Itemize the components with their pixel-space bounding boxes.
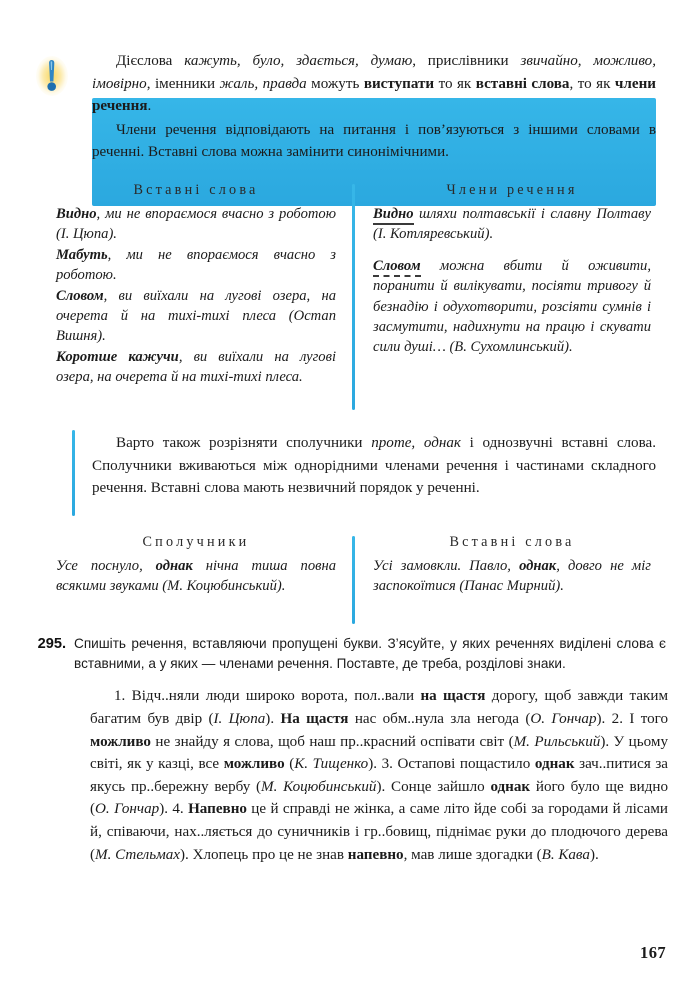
s3-f: ). [159,801,173,818]
s2-c: не знайду я слова, щоб наш пр..красний оспівати світ ( [150,733,514,750]
table2-right-pre: Усі замовкли. Павло, [373,558,520,574]
intro-rule-text [92,50,656,164]
comparison-table-1 [56,182,656,412]
s2-source-2: К. Тищенко [294,756,369,773]
comparison-table-1-left-column [56,182,352,412]
s1-a: 1. Відч..няли люди широко ворота, пол..вали [114,688,421,705]
s3-bold-1: однак [534,756,575,773]
intro-p1-seg7: . [147,98,152,115]
table1-left-ex1-rest: , ми не впораємося вчасно з роботою (І. Цюпа). [56,206,336,243]
table2-right-example [373,556,651,597]
comparison-table-2-left-column [56,534,352,626]
table2-left-pre: Усе поснуло, [56,558,156,574]
s1-f: ). [596,711,612,727]
s1-bold-2: На щастя [280,711,349,727]
table2-left-header: Сполучники [142,534,250,550]
intro-p1-italic-verbs: кажуть, було, здається, думаю [184,53,413,69]
intro-p1-seg5: то як [434,75,476,92]
s3-bold-2: однак [490,778,531,795]
table2-right-post: , довго не міг заспокоїтися (Панас Мирний). [373,558,651,595]
table2-right-keyword: однак [519,558,557,574]
table2-left-example [56,556,336,597]
s3-source-1: М. Коцюбинський [261,778,377,795]
s1-source-2: О. Гончар [530,711,597,727]
table1-left-example-3 [56,286,336,347]
comparison-table-2-right-column [355,534,651,626]
table1-right-header: Члени речення [446,182,578,198]
s4-bold-2: напевно [347,846,404,863]
s1-source-1: І. Цюпа [213,711,266,727]
table1-right-example-1 [373,204,651,245]
s3-d: ). Сонце зайшло [376,778,491,795]
s4-d: ). Хлопець про це не знав [180,846,348,863]
intro-p1-seg1: Дієслова [116,53,185,69]
table2-left-post: нічна тиша повна всякими звуками (М. Коцюбинський). [56,558,337,595]
table1-left-example-2 [56,245,336,286]
comparison-table-1-right-column [355,182,651,412]
s4-a: 4. [172,801,189,818]
attention-drop-icon [36,54,68,98]
s4-c: це й справді не жінка, а саме літо йде собі за городами й лісами й, співаючи, нах..ляється до суничників і гр..бовищ, піднімає руки до плодючого дерева ( [90,801,669,863]
intro-p1-bold-1: виступати [363,75,435,92]
s1-c: дорогу, щоб завжди таким багатим був двір ( [90,688,668,727]
rule2-seg1: Варто також розрізняти сполучники [116,435,372,451]
s2-source-1: М. Рильський [513,733,601,750]
s2-bold-2: можливо [223,756,285,773]
table1-right-ex2-rest: можна вбити й оживити, поранити й вилікувати, посіяти тривогу й безнадію і одухотворити, розсіяти сумнів і засмутити, надихнути на працю і скувати сили душі… (В. Сухомлинський). [373,257,651,356]
table1-left-example-1 [56,204,336,245]
page-number: 167 [640,943,666,962]
table1-right-ex1-underlined: Видно [373,206,414,225]
intro-p1-seg2: , прислівники [412,53,521,69]
s2-a: 2. І того [611,711,669,727]
intro-p1-italic-nouns: жаль, правда [219,75,307,92]
table1-left-ex1-keyword: Видно [56,206,97,222]
exercise-number: 295. [37,636,66,652]
comparison-table-2 [56,534,656,626]
s3-a: 3. Остапові пощастило [381,756,535,773]
intro-p1-italic-adverbs: звичайно, можливо, імовірно [92,53,657,92]
s2-e: ( [284,756,295,773]
exercise-heading [24,634,666,674]
table1-right-ex2-underlined: Словом [373,258,421,277]
intro-p1-bold-2: вставні слова [475,75,570,92]
exercise-task-text: Спишіть речення, вставляючи пропущені букви. З’ясуйте, у яких реченнях виділені слова є вставними, а у яких — членами речення. Поставте, де треба, розділові знаки. [74,636,666,672]
table1-left-ex2-rest: , ми не впораємося вчасно з роботою. [56,246,336,284]
s3-c: зач..питися за якусь пр..бережну вербу ( [90,756,668,795]
exercise-sentences [90,685,668,866]
s1-bold-1: на щастя [420,688,486,705]
s4-f: ). [589,846,599,863]
intro-paragraph-1 [92,50,656,118]
rule2-paragraph [92,432,656,500]
table1-left-ex3-keyword: Словом [56,287,104,304]
intro-paragraph-2: Члени речення відповідають на питання і пов’язуються з іншими словами в реченні. Вставні слова можна замінити синонімічними. [92,121,656,161]
s4-source-2: В. Кава [541,846,590,863]
exercise-295 [24,634,669,866]
s2-f: ). [368,756,382,773]
s1-d: ). [265,711,281,727]
table1-left-example-4 [56,347,336,388]
s3-e: його було ще видно ( [90,778,668,818]
table2-left-keyword: однак [155,558,193,574]
second-rule-text [92,432,656,500]
s3-source-2: О. Гончар [95,801,160,818]
table1-left-ex3-rest: , ви виїхали на лугові озера, на очерета й на тихі-тихі плеса (Остап Вишня). [56,287,336,345]
table1-right-example-2 [373,256,651,358]
s4-source-1: М. Стельмах [95,846,180,863]
s2-d: ). У цьому світі, як у казці, все [90,733,668,773]
s1-e: нас обм..нула зла негода ( [348,711,531,727]
intro-p1-seg3: , іменники [146,75,220,92]
table1-left-ex4-keyword: Коротше кажучи [56,348,179,365]
intro-p1-bold-3: члени речення [92,75,656,115]
table1-left-ex4-rest: , ви виїхали на лугові озера, на очерета й на тихі-тихі плеса. [56,348,336,386]
intro-p1-seg4: можуть [306,75,364,92]
accent-rule-second [72,430,75,516]
rule2-seg2: і однозвучні вставні слова. Сполучники вживаються між однорідними членами речення і частинами складного речення. Вставні слова мають незвичний порядок у реченні. [92,435,656,497]
s2-bold-1: можливо [90,733,151,750]
s4-e: , мав лише здогадки ( [403,846,542,863]
table2-right-header: Вставні слова [449,534,575,550]
table1-left-ex2-keyword: Мабуть [56,246,108,263]
rule2-italic-conjunctions: проте, однак [371,435,461,451]
table1-left-header: Вставні слова [133,182,259,198]
intro-p1-seg6: , то як [569,75,615,92]
s4-bold-1: Напевно [188,801,247,818]
exercise-paragraph [90,685,668,866]
table1-right-ex1-rest: шляхи полтавськії і славну Полтаву (І. Котляревський). [373,206,651,243]
